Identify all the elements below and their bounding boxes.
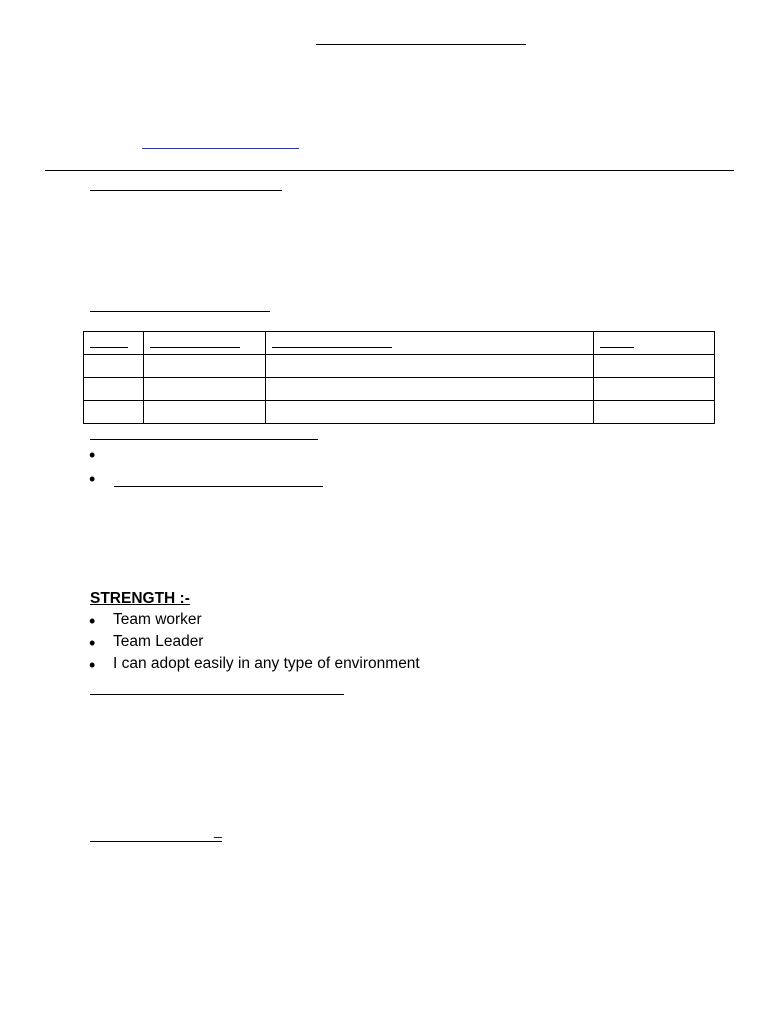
table-row [84, 378, 715, 401]
table-cell [144, 355, 266, 378]
table-header-cell [594, 332, 715, 355]
education-table [83, 331, 715, 424]
table-cell [266, 378, 594, 401]
table-cell [84, 378, 144, 401]
email-link[interactable] [142, 148, 299, 149]
table-header-row [84, 332, 715, 355]
table-cell [594, 401, 715, 424]
table-cell [84, 355, 144, 378]
table-cell [594, 378, 715, 401]
bullet-icon: • [89, 655, 96, 675]
table-header-cell [84, 332, 144, 355]
table-cell [84, 401, 144, 424]
bullet-icon: • [89, 611, 96, 631]
bullet-icon: • [89, 633, 96, 653]
table-cell [144, 401, 266, 424]
table-cell [266, 401, 594, 424]
strength-item: I can adopt easily in any type of environment [113, 655, 420, 672]
table-header-cell [266, 332, 594, 355]
section-heading-line [90, 694, 344, 695]
name-heading-line [316, 44, 526, 45]
objective-heading-line [90, 190, 282, 191]
bullet-icon: • [89, 445, 96, 465]
table-cell [594, 355, 715, 378]
strength-item: Team Leader [113, 633, 204, 650]
education-heading-line [90, 311, 270, 312]
horizontal-rule [45, 170, 734, 171]
table-cell [266, 355, 594, 378]
strength-item: Team worker [113, 611, 202, 628]
table-header-cell [144, 332, 266, 355]
skill-item-line [114, 486, 323, 487]
strength-heading: STRENGTH :- [90, 590, 190, 607]
table-row [84, 355, 715, 378]
section-heading-line [90, 841, 222, 842]
bullet-icon: • [89, 469, 96, 489]
table-cell [144, 378, 266, 401]
skills-heading-line [90, 439, 318, 440]
table-row [84, 401, 715, 424]
underscore-mark: _ [214, 822, 222, 838]
